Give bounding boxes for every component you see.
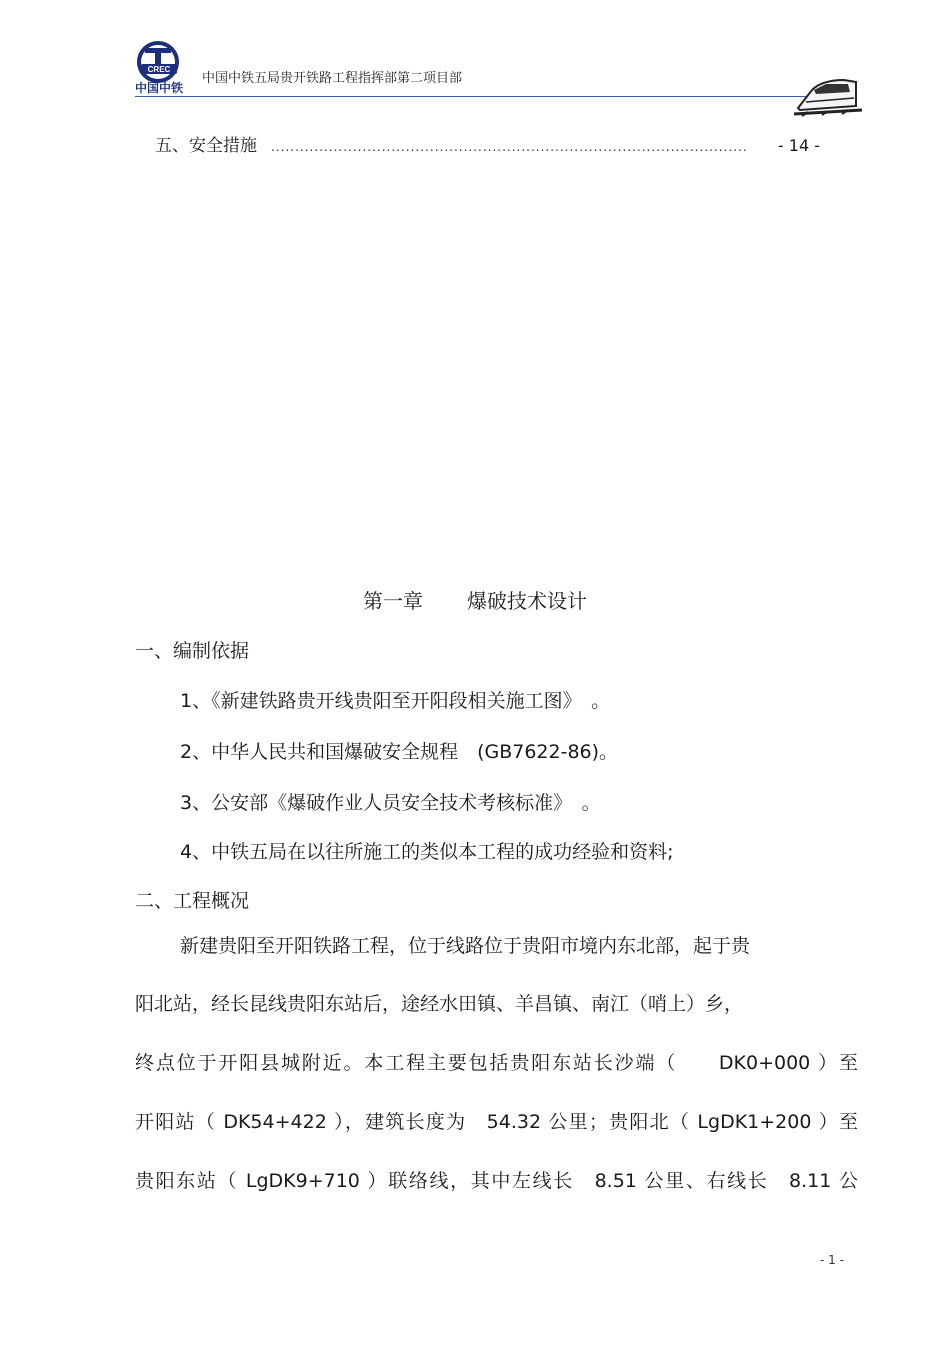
list-item: 4、中铁五局在以往所施工的类似本工程的成功经验和资料; (180, 841, 674, 863)
list-item: 3、公安部《爆破作业人员安全技术考核标准》 。 (180, 792, 601, 814)
section-heading: 一、编制依据 (135, 640, 250, 662)
section-heading: 二、工程概况 (135, 890, 250, 912)
paragraph-line: 阳北站，经长昆线贵阳东站后，途经水田镇、羊昌镇、南江（哨上）乡， (135, 993, 744, 1015)
toc-entry[interactable] (155, 131, 820, 155)
logo-wordmark: 中国中铁 (135, 81, 184, 95)
page-number: - 1 - (820, 1253, 844, 1267)
chapter-name: 爆破技术设计 (467, 589, 587, 613)
toc-label: 五、安全措施 (155, 136, 257, 156)
paragraph-line: 贵阳东站（ LgDK9+710 ）联络线，其中左线长 8.51 公里、右线长 8.11 公 (135, 1170, 858, 1192)
chapter-title (0, 585, 950, 614)
list-item: 2、中华人民共和国爆破安全规程 (GB7622-86)。 (180, 741, 619, 763)
paragraph-line: 终点位于开阳县城附近。本工程主要包括贵阳东站长沙端（ DK0+000 ）至 (135, 1052, 858, 1074)
header-divider (135, 96, 825, 97)
svg-text:CREC: CREC (147, 65, 171, 74)
paragraph-line: 新建贵阳至开阳铁路工程，位于线路位于贵阳市境内东北部，起于贵 (180, 935, 751, 957)
train-icon (792, 72, 864, 118)
toc-leader-dots: ................................................................................................... (271, 140, 748, 154)
paragraph-line: 开阳站（ DK54+422 ），建筑长度为 54.32 公里；贵阳北（ LgDK1+200 ）至 (135, 1111, 858, 1133)
list-item: 1、《新建铁路贵开线贵阳至开阳段相关施工图》 。 (180, 690, 611, 712)
chapter-number: 第一章 (363, 589, 423, 613)
toc-page-number: - 14 - (777, 136, 820, 155)
header-title: 中国中铁五局贵开铁路工程指挥部第二项目部 (202, 71, 463, 86)
page-header (0, 0, 950, 125)
